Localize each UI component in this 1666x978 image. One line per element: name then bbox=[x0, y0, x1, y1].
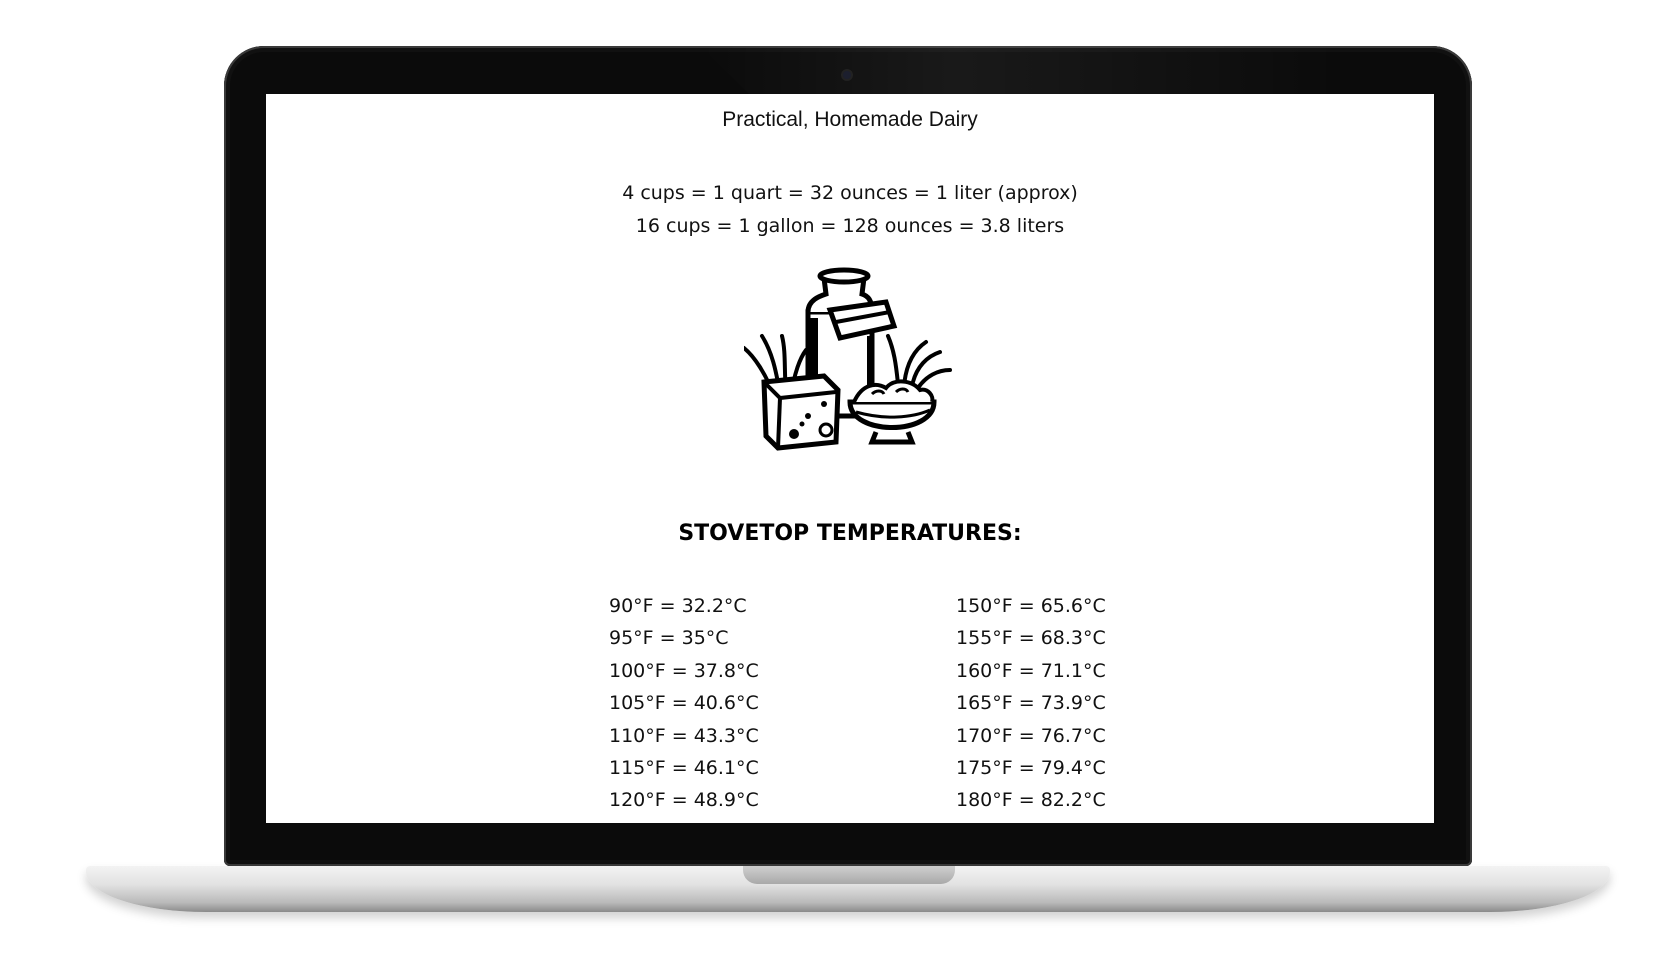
list-item: 165°F = 73.9°C bbox=[956, 692, 1106, 715]
list-item: 180°F = 82.2°C bbox=[956, 789, 1106, 812]
dairy-illustration-icon bbox=[744, 266, 954, 451]
laptop-base-notch bbox=[743, 866, 955, 884]
list-item: 115°F = 46.1°C bbox=[609, 756, 759, 779]
list-item: 110°F = 43.3°C bbox=[609, 724, 759, 747]
conversion-line: 4 cups = 1 quart = 32 ounces = 1 liter (approx) bbox=[622, 182, 1078, 204]
list-item: 150°F = 65.6°C bbox=[956, 595, 1106, 617]
list-item: 160°F = 71.1°C bbox=[956, 659, 1106, 682]
webcam-icon bbox=[843, 71, 851, 79]
list-item: 120°F = 48.9°C bbox=[609, 789, 759, 812]
section-heading: STOVETOP TEMPERATURES: bbox=[678, 521, 1022, 546]
laptop-screen bbox=[266, 94, 1434, 823]
list-item: 155°F = 68.3°C bbox=[956, 627, 1106, 650]
list-item: 170°F = 76.7°C bbox=[956, 724, 1106, 747]
list-item: 100°F = 37.8°C bbox=[609, 659, 759, 682]
list-item: 95°F = 35°C bbox=[609, 627, 729, 650]
list-item: 105°F = 40.6°C bbox=[609, 692, 759, 715]
temperature-list-right bbox=[956, 590, 1106, 817]
list-item: 90°F = 32.2°C bbox=[609, 595, 747, 617]
temperature-list-left bbox=[609, 590, 759, 817]
list-item: 175°F = 79.4°C bbox=[956, 756, 1106, 779]
document-title: Practical, Homemade Dairy bbox=[722, 108, 978, 131]
conversion-line: 16 cups = 1 gallon = 128 ounces = 3.8 liters bbox=[635, 215, 1065, 237]
